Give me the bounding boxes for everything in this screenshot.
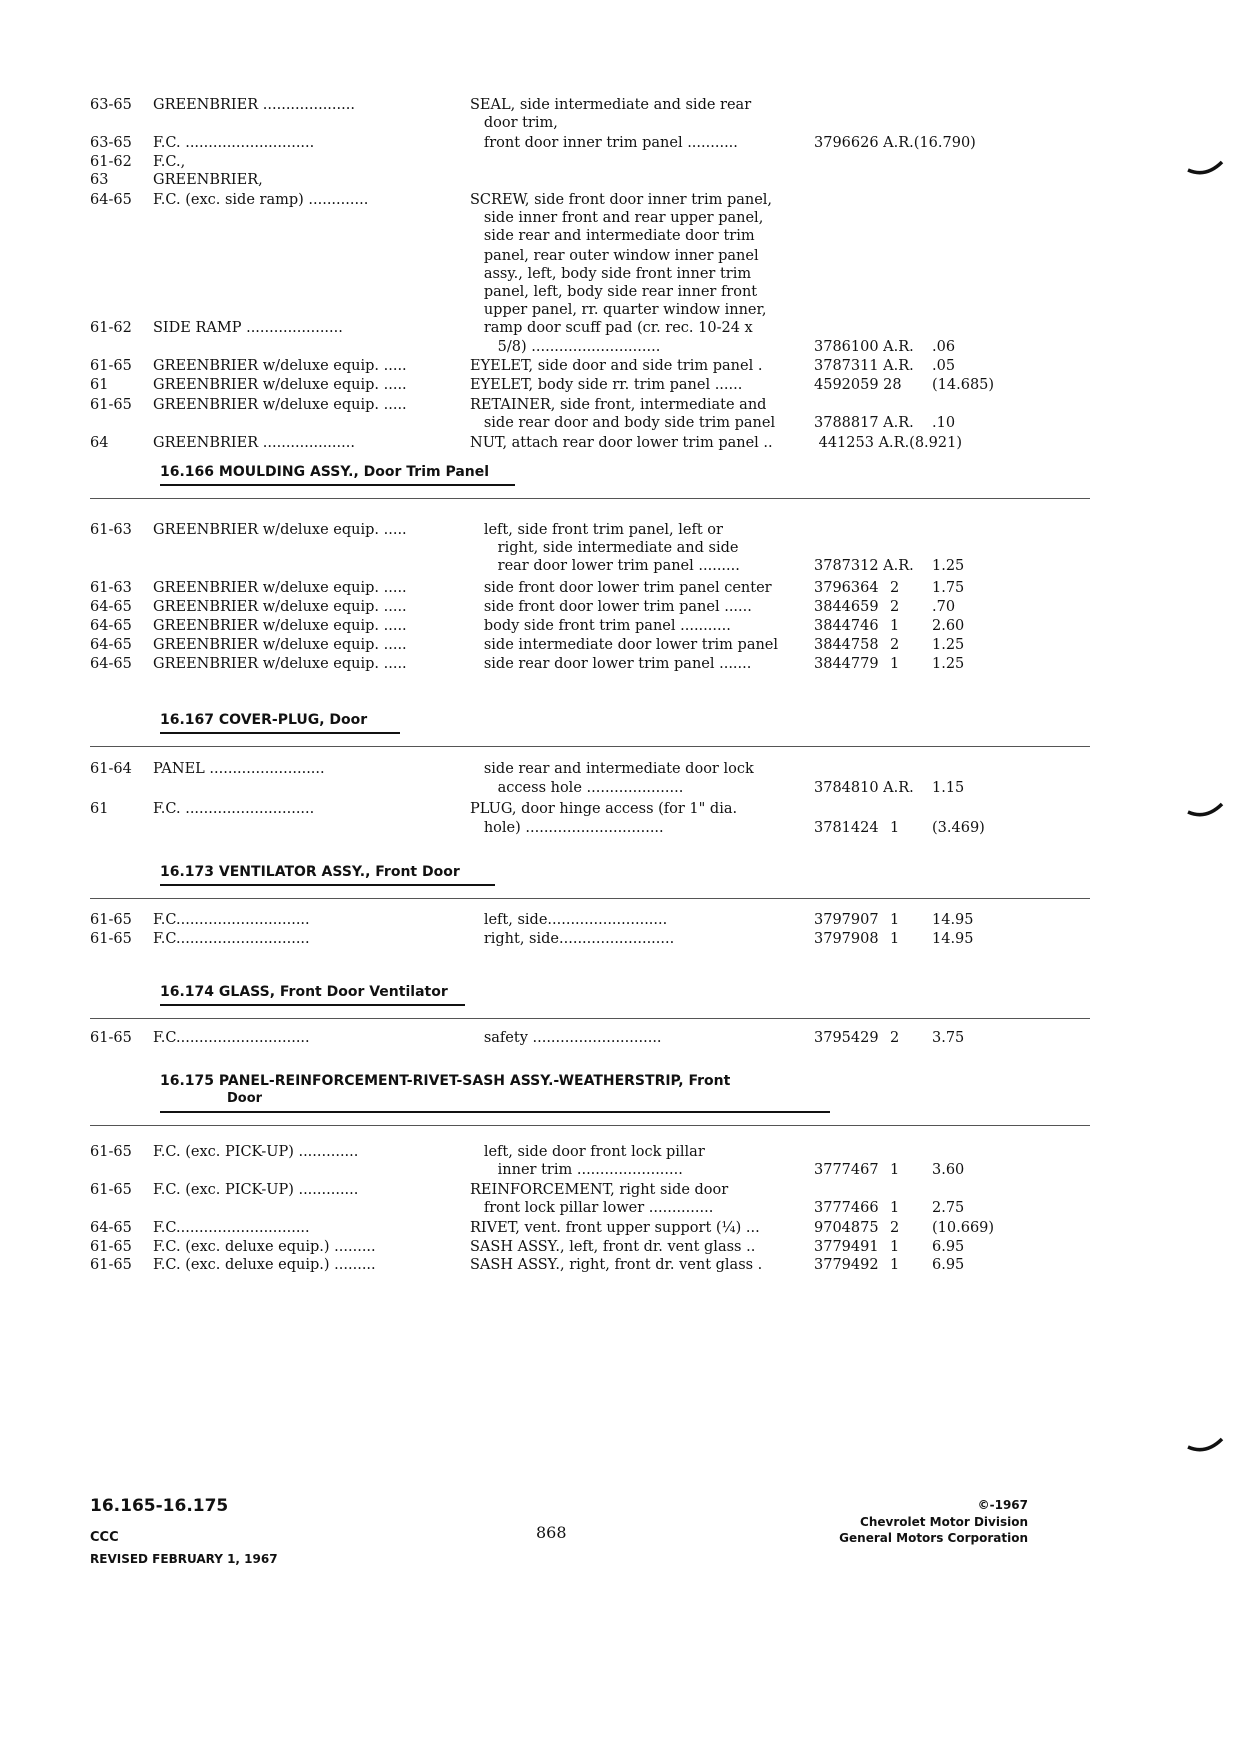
row-year: 64-65 [90, 192, 132, 208]
row-qty: 1 [890, 1200, 900, 1216]
row-price: 1.75 [932, 580, 965, 596]
row-qty: 1 [890, 1239, 900, 1255]
row-qty: 1 [890, 1162, 900, 1178]
row-app: GREENBRIER w/deluxe equip. ..... [153, 522, 407, 538]
row-qty: 2 [890, 1030, 900, 1046]
row-desc: PLUG, door hinge access (for 1" dia. [470, 801, 738, 817]
row-part: 3781424 [814, 820, 879, 836]
row-desc: SCREW, side front door inner trim panel, [470, 192, 773, 208]
row-price: 2.75 [932, 1200, 965, 1216]
row-app: GREENBRIER w/deluxe equip. ..... [153, 656, 407, 672]
row-app: SIDE RAMP ..................... [153, 320, 343, 336]
row-desc: NUT, attach rear door lower trim panel .. [470, 435, 773, 451]
row-app: GREENBRIER w/deluxe equip. ..... [153, 599, 407, 615]
table-top-rule [90, 746, 1090, 747]
binding-mark [1186, 158, 1226, 178]
copyright: ©-1967 [977, 1498, 1028, 1512]
row-part: 3796626 A.R.(16.790) [814, 135, 976, 151]
row-price: 3.60 [932, 1162, 965, 1178]
row-desc: left, side.......................... [470, 912, 668, 928]
row-desc: assy., left, body side front inner trim [470, 266, 752, 282]
row-part: 3786100 A.R. [814, 339, 914, 355]
row-desc: panel, left, body side rear inner front [470, 284, 758, 300]
section-number: 16.167 [160, 712, 215, 728]
row-app: F.C. ............................ [153, 135, 315, 151]
row-desc: side inner front and rear upper panel, [470, 210, 764, 226]
row-year: 64-65 [90, 1220, 132, 1236]
section-heading [160, 864, 460, 880]
row-app: GREENBRIER .................... [153, 97, 355, 113]
row-qty: 2 [890, 599, 900, 615]
row-year: 63-65 [90, 97, 132, 113]
row-part: 3784810 A.R. [814, 780, 914, 796]
section-heading [160, 1073, 730, 1089]
row-app: GREENBRIER .................... [153, 435, 355, 451]
row-year: 61-65 [90, 931, 132, 947]
row-desc: door trim, [470, 115, 558, 131]
row-part: 3796364 [814, 580, 879, 596]
row-desc: EYELET, side door and side trim panel . [470, 358, 763, 374]
section-range: 16.165-16.175 [90, 1496, 229, 1516]
row-desc: front door inner trim panel ........... [470, 135, 738, 151]
section-title: COVER-PLUG, Door [218, 712, 368, 728]
row-price: 1.25 [932, 637, 965, 653]
row-desc: body side front trim panel ........... [470, 618, 731, 634]
row-price: (3.469) [932, 820, 985, 836]
section-number: 16.174 [160, 984, 215, 1000]
row-desc: ramp door scuff pad (cr. rec. 10-24 x [470, 320, 753, 336]
division-name: Chevrolet Motor Division [860, 1515, 1028, 1529]
row-desc: access hole ..................... [470, 780, 684, 796]
row-desc: inner trim ....................... [470, 1162, 683, 1178]
row-desc: side rear and intermediate door trim [470, 228, 755, 244]
row-part: 9704875 [814, 1220, 879, 1236]
section-number: 16.166 [160, 464, 215, 480]
row-part: 3779492 [814, 1257, 879, 1273]
row-price: 14.95 [932, 931, 974, 947]
row-year: 61-65 [90, 912, 132, 928]
row-year: 61-63 [90, 522, 132, 538]
row-part: 3797908 [814, 931, 879, 947]
row-app: GREENBRIER w/deluxe equip. ..... [153, 397, 407, 413]
row-desc: hole) .............................. [470, 820, 664, 836]
row-qty: 1 [890, 656, 900, 672]
row-part: 3797907 [814, 912, 879, 928]
row-part: 3795429 [814, 1030, 879, 1046]
section-rule [160, 732, 400, 734]
row-app: GREENBRIER w/deluxe equip. ..... [153, 618, 407, 634]
row-price: (10.669) [932, 1220, 995, 1236]
row-year: 61-65 [90, 1239, 132, 1255]
revised-date: REVISED FEBRUARY 1, 1967 [90, 1552, 278, 1566]
row-year: 61-62 [90, 154, 132, 170]
row-part: 441253 A.R.(8.921) [814, 435, 963, 451]
row-part: 3844779 [814, 656, 879, 672]
row-desc: left, side door front lock pillar [470, 1144, 705, 1160]
section-title: PANEL-REINFORCEMENT-RIVET-SASH ASSY.-WEATHERSTRIP, Front [218, 1073, 731, 1089]
row-desc: SASH ASSY., right, front dr. vent glass . [470, 1257, 763, 1273]
row-desc: side rear door lower trim panel ....... [470, 656, 752, 672]
row-part: 3777467 [814, 1162, 879, 1178]
row-desc: 5/8) ............................ [470, 339, 661, 355]
row-year: 64 [90, 435, 109, 451]
row-price: 14.95 [932, 912, 974, 928]
row-price: 6.95 [932, 1257, 965, 1273]
row-price: .10 [932, 415, 956, 431]
row-price: 2.60 [932, 618, 965, 634]
row-desc: side front door lower trim panel ...... [470, 599, 752, 615]
row-app: F.C. (exc. deluxe equip.) ......... [153, 1239, 376, 1255]
row-part: 3777466 [814, 1200, 879, 1216]
row-app: F.C. (exc. side ramp) ............. [153, 192, 369, 208]
table-top-rule [90, 1125, 1090, 1126]
section-rule [160, 1111, 830, 1113]
row-desc: EYELET, body side rr. trim panel ...... [470, 377, 743, 393]
row-part: 3844746 [814, 618, 879, 634]
section-number: 16.173 [160, 864, 215, 880]
row-desc: upper panel, rr. quarter window inner, [470, 302, 767, 318]
row-price: 1.25 [932, 656, 965, 672]
row-price: 1.25 [932, 558, 965, 574]
row-app: F.C. (exc. deluxe equip.) ......... [153, 1257, 376, 1273]
section-rule [160, 1004, 465, 1006]
row-year: 61-62 [90, 320, 132, 336]
row-app: GREENBRIER, [153, 172, 263, 188]
row-app: GREENBRIER w/deluxe equip. ..... [153, 377, 407, 393]
row-year: 61-65 [90, 397, 132, 413]
row-desc: RIVET, vent. front upper support (¼) ... [470, 1220, 760, 1236]
section-title-continued: Door [227, 1091, 263, 1106]
row-qty: 2 [890, 637, 900, 653]
row-qty: 1 [890, 1257, 900, 1273]
row-app: F.C. ............................ [153, 801, 315, 817]
row-year: 61-65 [90, 1144, 132, 1160]
row-part: 4592059 28 [814, 377, 902, 393]
row-year: 61 [90, 801, 109, 817]
row-desc: side rear and intermediate door lock [470, 761, 754, 777]
row-qty: 1 [890, 618, 900, 634]
row-year: 61-65 [90, 1182, 132, 1198]
row-desc: left, side front trim panel, left or [470, 522, 723, 538]
row-app: F.C. (exc. PICK-UP) ............. [153, 1144, 359, 1160]
row-year: 63-65 [90, 135, 132, 151]
row-year: 63 [90, 172, 109, 188]
row-year: 61-65 [90, 1030, 132, 1046]
row-desc: safety ............................ [470, 1030, 662, 1046]
row-year: 61 [90, 377, 109, 393]
section-rule [160, 884, 495, 886]
section-heading [160, 984, 448, 1000]
table-top-rule [90, 498, 1090, 499]
corporation-name: General Motors Corporation [839, 1531, 1028, 1545]
table-top-rule [90, 898, 1090, 899]
row-desc: side intermediate door lower trim panel [470, 637, 779, 653]
section-heading [160, 464, 489, 480]
row-app: PANEL ......................... [153, 761, 325, 777]
binding-mark [1186, 1435, 1226, 1455]
row-price: 3.75 [932, 1030, 965, 1046]
row-year: 61-65 [90, 1257, 132, 1273]
section-rule [160, 484, 515, 486]
row-app: F.C. (exc. PICK-UP) ............. [153, 1182, 359, 1198]
section-title: GLASS, Front Door Ventilator [218, 984, 448, 1000]
row-part: 3844659 [814, 599, 879, 615]
section-number: 16.175 [160, 1073, 215, 1089]
row-app: GREENBRIER w/deluxe equip. ..... [153, 580, 407, 596]
row-app: F.C............................. [153, 1220, 310, 1236]
row-year: 64-65 [90, 656, 132, 672]
row-desc: side front door lower trim panel center [470, 580, 772, 596]
row-price: .70 [932, 599, 956, 615]
row-qty: 1 [890, 820, 900, 836]
row-year: 61-64 [90, 761, 132, 777]
row-app: F.C., [153, 154, 186, 170]
row-part: 3779491 [814, 1239, 879, 1255]
row-app: GREENBRIER w/deluxe equip. ..... [153, 358, 407, 374]
section-title: VENTILATOR ASSY., Front Door [218, 864, 460, 880]
row-desc: front lock pillar lower .............. [470, 1200, 714, 1216]
row-price: (14.685) [932, 377, 995, 393]
row-desc: right, side intermediate and side [470, 540, 739, 556]
row-desc: REINFORCEMENT, right side door [470, 1182, 729, 1198]
row-qty: 1 [890, 912, 900, 928]
row-desc: rear door lower trim panel ......... [470, 558, 740, 574]
section-title: MOULDING ASSY., Door Trim Panel [218, 464, 490, 480]
table-top-rule [90, 1018, 1090, 1019]
page-number: 868 [536, 1523, 567, 1542]
row-price: 6.95 [932, 1239, 965, 1255]
row-app: F.C............................. [153, 912, 310, 928]
row-part: 3787311 A.R. [814, 358, 914, 374]
row-app: F.C............................. [153, 1030, 310, 1046]
row-app: F.C............................. [153, 931, 310, 947]
row-part: 3788817 A.R. [814, 415, 914, 431]
row-qty: 2 [890, 580, 900, 596]
row-desc: panel, rear outer window inner panel [470, 248, 759, 264]
row-app: GREENBRIER w/deluxe equip. ..... [153, 637, 407, 653]
row-year: 61-63 [90, 580, 132, 596]
row-part: 3787312 A.R. [814, 558, 914, 574]
row-price: 1.15 [932, 780, 965, 796]
row-desc: side rear door and body side trim panel [470, 415, 776, 431]
row-desc: right, side......................... [470, 931, 675, 947]
row-part: 3844758 [814, 637, 879, 653]
row-price: .06 [932, 339, 956, 355]
row-year: 64-65 [90, 599, 132, 615]
row-qty: 2 [890, 1220, 900, 1236]
catalog-code: CCC [90, 1530, 119, 1545]
row-year: 61-65 [90, 358, 132, 374]
row-price: .05 [932, 358, 956, 374]
row-year: 64-65 [90, 637, 132, 653]
binding-mark [1186, 800, 1226, 820]
row-desc: SASH ASSY., left, front dr. vent glass .. [470, 1239, 756, 1255]
row-desc: SEAL, side intermediate and side rear [470, 97, 752, 113]
row-desc: RETAINER, side front, intermediate and [470, 397, 767, 413]
section-heading [160, 712, 367, 728]
row-qty: 1 [890, 931, 900, 947]
row-year: 64-65 [90, 618, 132, 634]
